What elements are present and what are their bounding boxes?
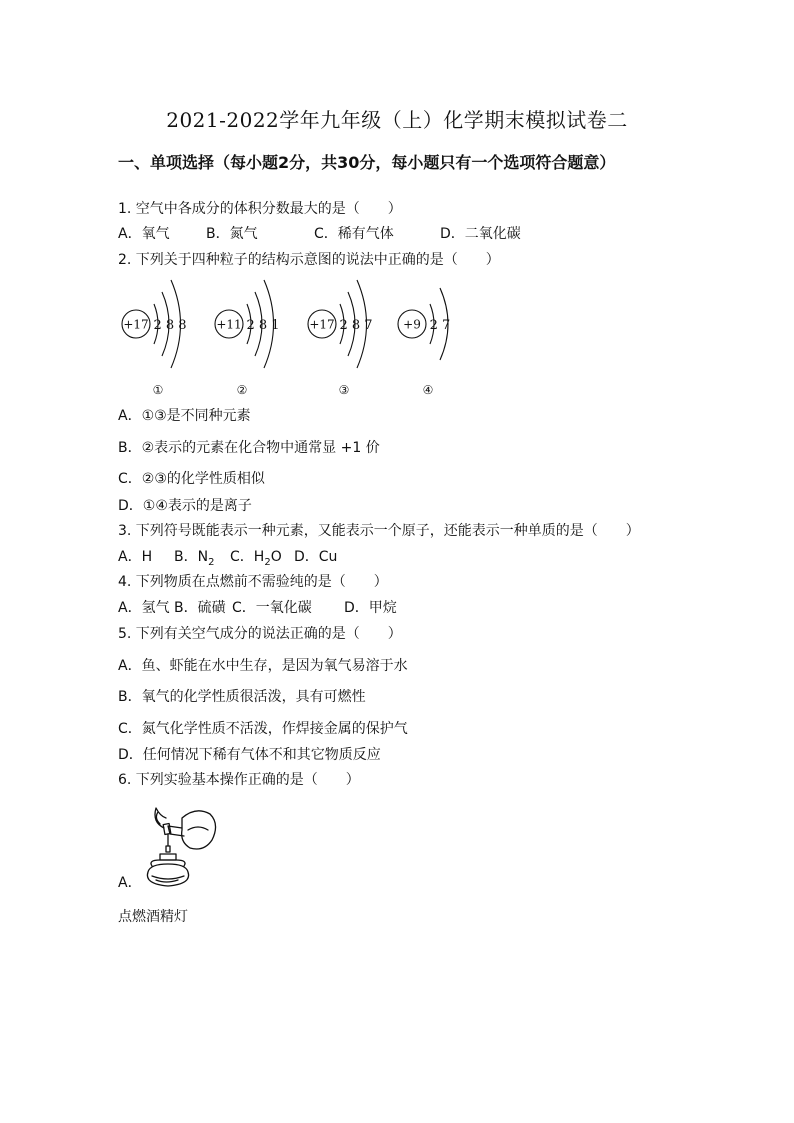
atom-1-nucleus: +17 (123, 317, 149, 332)
atom-4-shells: 2 7 (429, 318, 451, 333)
q3-option-d[interactable]: D．Cu (294, 549, 338, 565)
q3-option-a[interactable]: A．H (118, 549, 153, 565)
question-4-options (118, 597, 397, 617)
alcohol-lamp-lighting-illustration (138, 800, 220, 890)
q4-option-a[interactable]: A．氢气 (118, 600, 170, 616)
q2-option-b[interactable]: B．②表示的元素在化合物中通常显 +1 价 (118, 440, 380, 456)
atom-4-nucleus: +9 (403, 317, 421, 332)
q5-option-d[interactable]: D．任何情况下稀有气体不和其它物质反应 (118, 747, 381, 763)
q6-option-a-label[interactable]: A． (118, 875, 142, 891)
atom-diagram-4 (398, 288, 450, 397)
atom-3-shells: 2 8 7 (339, 318, 373, 333)
q1-option-b[interactable]: B．氮气 (206, 226, 258, 242)
question-1-options (118, 223, 521, 243)
q2-option-c[interactable]: C．②③的化学性质相似 (118, 471, 265, 487)
question-2-stem: 2. 下列关于四种粒子的结构示意图的说法中正确的是（ ） (118, 252, 500, 268)
section-heading: 一、单项选择（每小题2分，共30分，每小题只有一个选项符合题意） (118, 153, 616, 172)
q4-option-d[interactable]: D．甲烷 (344, 600, 397, 616)
atom-1-label: ① (152, 383, 164, 397)
atom-diagram-2 (215, 280, 280, 397)
q4-option-b[interactable]: B．硫磺 (174, 600, 226, 616)
atom-1-shells: 2 8 8 (153, 318, 187, 333)
page-title: 2021-2022学年九年级（上）化学期末模拟试卷二 (166, 108, 628, 132)
q2-option-a[interactable]: A．①③是不同种元素 (118, 408, 251, 424)
atom-diagram-1 (122, 280, 187, 397)
atom-2-nucleus: +11 (216, 317, 242, 332)
question-5-stem: 5. 下列有关空气成分的说法正确的是（ ） (118, 626, 402, 642)
q5-option-c[interactable]: C．氮气化学性质不活泼，作焊接金属的保护气 (118, 721, 408, 737)
q6-option-a-caption: 点燃酒精灯 (118, 909, 188, 925)
q5-option-a[interactable]: A．鱼、虾能在水中生存，是因为氧气易溶于水 (118, 658, 408, 674)
atom-3-nucleus: +17 (309, 317, 335, 332)
question-6-stem: 6. 下列实验基本操作正确的是（ ） (118, 772, 360, 788)
atom-2-label: ② (236, 383, 248, 397)
q4-option-c[interactable]: C．一氧化碳 (232, 600, 312, 616)
atom-3-label: ③ (338, 383, 350, 397)
q3-option-c[interactable]: C．$H_2O$ (230, 549, 282, 568)
question-4-stem: 4. 下列物质在点燃前不需验纯的是（ ） (118, 574, 388, 590)
q3-option-b[interactable]: B．$N_2$ (174, 549, 215, 568)
q2-option-d[interactable]: D．①④表示的是离子 (118, 498, 252, 514)
atom-4-label: ④ (422, 383, 434, 397)
question-3-stem: 3. 下列符号既能表示一种元素，又能表示一个原子，还能表示一种单质的是（ ） (118, 523, 640, 539)
question-3-options (118, 546, 337, 568)
q5-option-b[interactable]: B．氧气的化学性质很活泼，具有可燃性 (118, 689, 366, 705)
q1-option-c[interactable]: C．稀有气体 (314, 226, 394, 242)
atom-2-shells: 2 8 1 (246, 318, 280, 333)
q1-option-d[interactable]: D．二氧化碳 (440, 226, 521, 242)
atom-structure-diagrams (118, 276, 458, 400)
atom-diagram-3 (308, 280, 373, 397)
q1-option-a[interactable]: A．氧气 (118, 226, 170, 242)
question-1-stem: 1. 空气中各成分的体积分数最大的是（ ） (118, 201, 402, 217)
